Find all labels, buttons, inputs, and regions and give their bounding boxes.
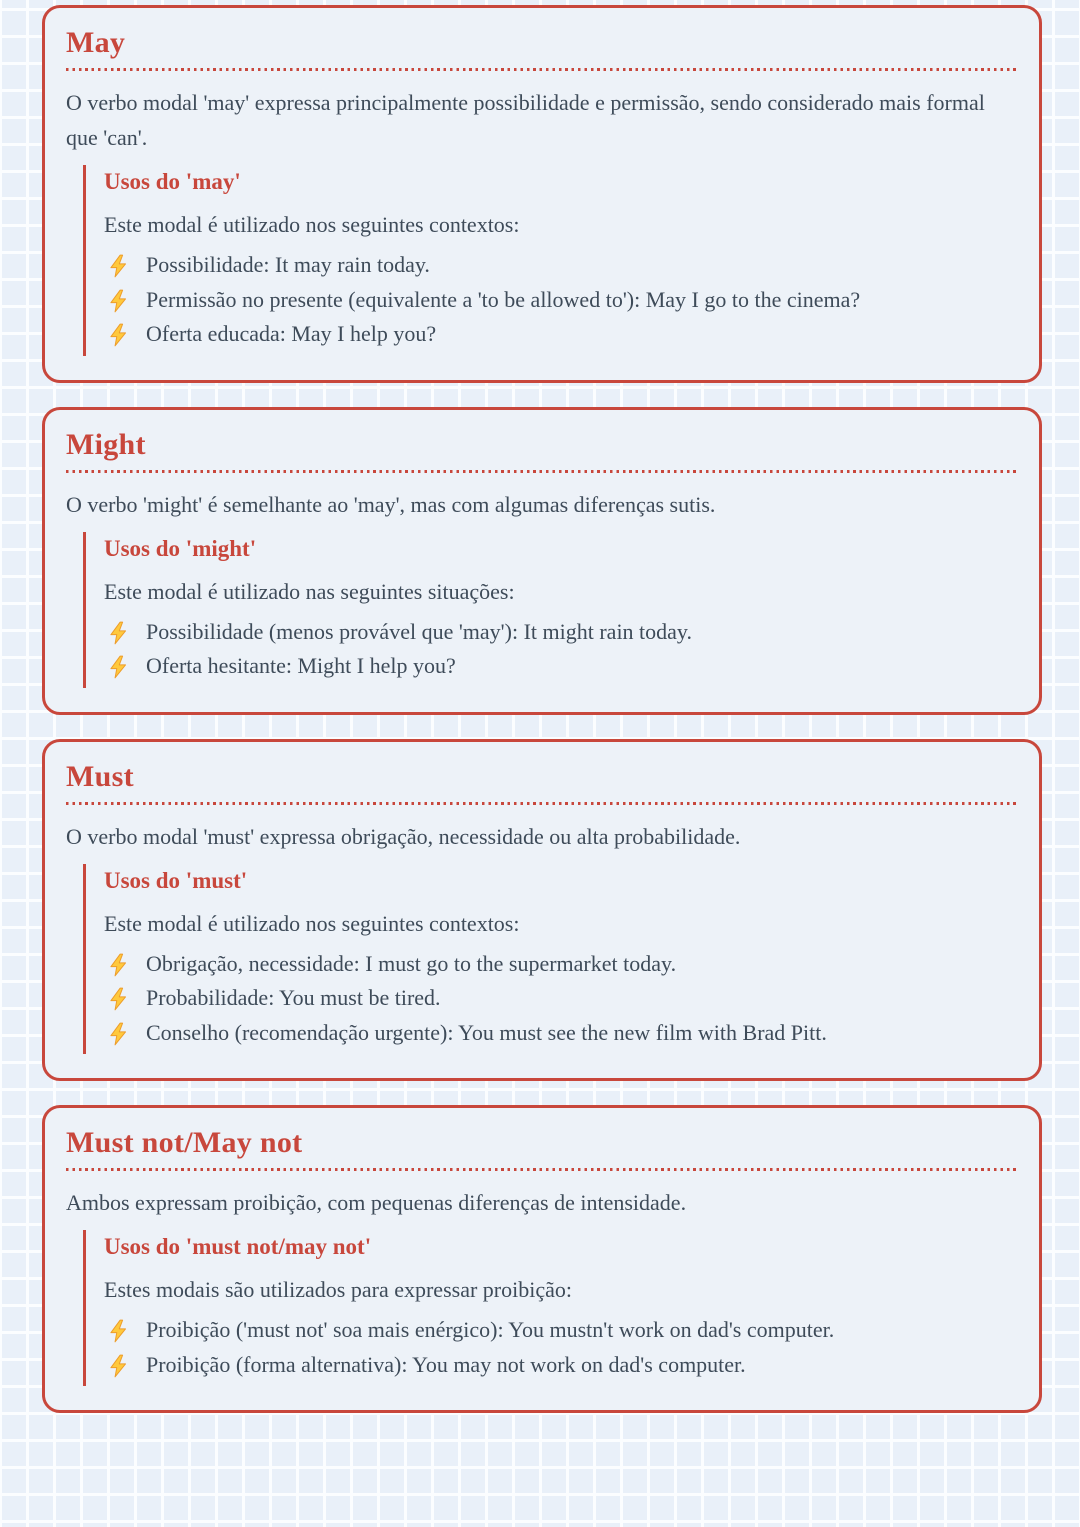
usage-list — [104, 615, 1017, 684]
lightning-bolt-icon — [108, 323, 128, 347]
lightning-bolt-icon — [108, 1022, 128, 1046]
dotted-divider — [66, 470, 1017, 473]
usage-list — [104, 248, 1017, 352]
card-description: Ambos expressam proibição, com pequenas diferenças de intensidade. — [66, 1190, 687, 1215]
list-item-text: Oferta hesitante: Might I help you? — [146, 653, 456, 678]
list-item — [108, 947, 1017, 982]
card-description: O verbo 'might' é semelhante ao 'may', mas com algumas diferenças sutis. — [66, 491, 716, 517]
subsection-intro: Este modal é utilizado nas seguintes situações: — [104, 578, 515, 604]
subsection-heading: Usos do 'must' — [104, 867, 248, 893]
lightning-bolt-icon — [108, 987, 128, 1011]
usage-subsection — [83, 532, 1017, 688]
card-description: O verbo modal 'must' expressa obrigação, necessidade ou alta probabilidade. — [66, 823, 741, 849]
subsection-heading: Usos do 'might' — [104, 535, 257, 561]
lightning-bolt-icon — [108, 621, 128, 645]
list-item — [108, 283, 1017, 318]
subsection-intro: Este modal é utilizado nos seguintes contextos: — [104, 212, 520, 237]
card-might — [42, 407, 1042, 715]
list-item — [108, 1348, 1017, 1383]
list-item — [108, 1313, 1017, 1348]
lightning-bolt-icon — [108, 254, 128, 278]
list-item — [108, 615, 1017, 650]
card-description: O verbo modal 'may' expressa principalmente possibilidade e permissão, sendo considerado mais formal que 'can'. — [66, 90, 985, 150]
lightning-bolt-icon — [108, 953, 128, 977]
usage-list — [104, 947, 1017, 1051]
subsection-heading: Usos do 'must not/may not' — [104, 1234, 372, 1259]
card-must — [42, 739, 1042, 1082]
card-title: Must not/May not — [66, 1126, 303, 1159]
list-item-text: Possibilidade (menos provável que 'may'): It might rain today. — [146, 618, 693, 644]
usage-subsection — [83, 864, 1017, 1055]
list-item — [108, 981, 1017, 1016]
list-item-text: Proibição (forma alternativa): You may not work on dad's computer. — [146, 1351, 746, 1377]
list-item-text: Permissão no presente (equivalente a 'to be allowed to'): May I go to the cinema? — [146, 286, 861, 312]
usage-subsection — [83, 1230, 1017, 1386]
list-item — [108, 317, 1017, 352]
list-item-text: Proibição ('must not' soa mais enérgico): You mustn't work on dad's computer. — [146, 1317, 835, 1342]
usage-list — [104, 1313, 1017, 1382]
card-may — [42, 5, 1042, 383]
list-item-text: Obrigação, necessidade: I must go to the supermarket today. — [146, 950, 677, 976]
list-item-text: Oferta educada: May I help you? — [146, 321, 437, 346]
subsection-intro: Estes modais são utilizados para expressar proibição: — [104, 1277, 572, 1302]
card-title: Must — [66, 759, 134, 793]
dotted-divider — [66, 802, 1017, 805]
subsection-heading: Usos do 'may' — [104, 169, 241, 194]
list-item — [108, 248, 1017, 283]
list-item-text: Conselho (recomendação urgente): You must see the new film with Brad Pitt. — [146, 1019, 827, 1045]
list-item — [108, 649, 1017, 684]
list-item — [108, 1016, 1017, 1051]
card-title: May — [66, 26, 126, 59]
lightning-bolt-icon — [108, 1354, 128, 1378]
lightning-bolt-icon — [108, 1319, 128, 1343]
card-must-not-may-not — [42, 1105, 1042, 1413]
subsection-intro: Este modal é utilizado nos seguintes contextos: — [104, 910, 520, 936]
dotted-divider — [66, 68, 1017, 71]
lightning-bolt-icon — [108, 289, 128, 313]
list-item-text: Probabilidade: You must be tired. — [146, 985, 441, 1010]
dotted-divider — [66, 1168, 1017, 1171]
list-item-text: Possibilidade: It may rain today. — [146, 252, 430, 277]
lightning-bolt-icon — [108, 655, 128, 679]
card-title: Might — [66, 427, 146, 461]
usage-subsection — [83, 165, 1017, 356]
